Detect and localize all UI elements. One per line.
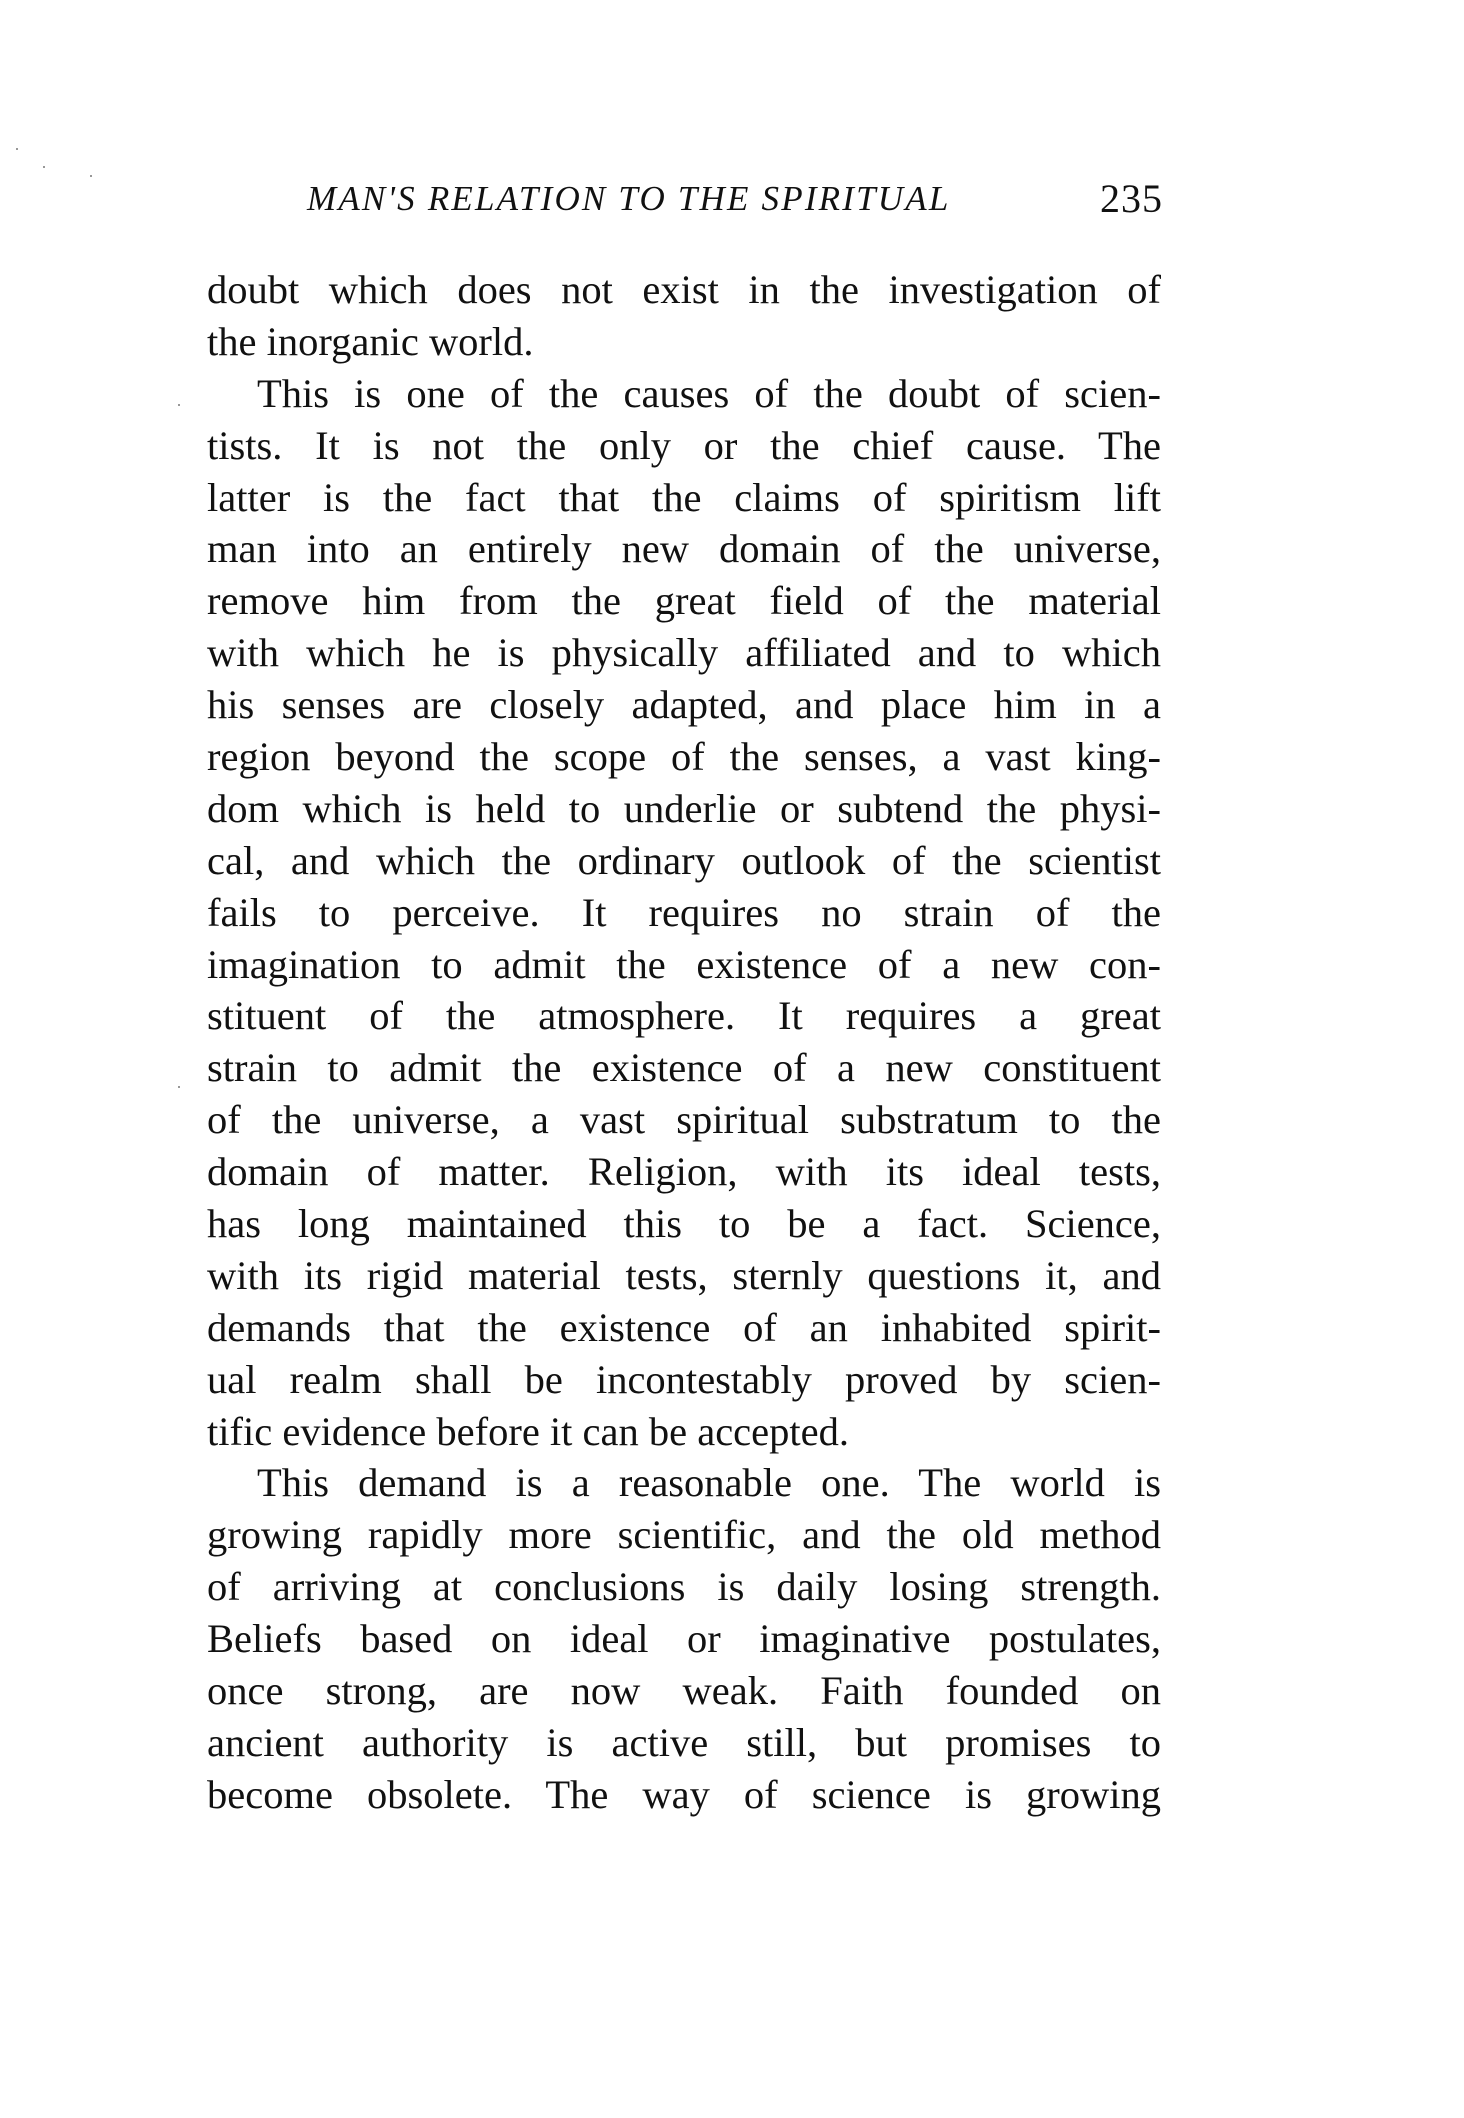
text-line: Beliefs based on ideal or imaginative postulates, [207,1616,1161,1662]
text-line: tists. It is not the only or the chief cause. The [207,422,1161,468]
text-line: his senses are closely adapted, and place him in a [207,682,1161,728]
text-line: growing rapidly more scientific, and the old method [207,1512,1161,1558]
text-line: ancient authority is active still, but promises to [207,1719,1161,1765]
text-line: remove him from the great field of the material [207,578,1161,624]
text-line: ual realm shall be incontestably proved by scien- [207,1356,1161,1402]
page-number: 235 [1100,176,1163,221]
text-line: become obsolete. The way of science is growing [207,1771,1161,1817]
body-text [207,264,1161,1821]
text-line: the inorganic world. [207,318,534,364]
text-line: domain of matter. Religion, with its ideal tests, [207,1149,1161,1195]
text-line: tific evidence before it can be accepted. [207,1408,849,1454]
text-line: demands that the existence of an inhabited spirit- [207,1304,1161,1350]
text-line: with its rigid material tests, sternly questions it, and [207,1252,1161,1298]
text-line: dom which is held to underlie or subtend the physi- [207,785,1161,831]
text-line: of arriving at conclusions is daily losing strength. [207,1564,1161,1610]
text-line: man into an entirely new domain of the universe, [207,526,1161,572]
text-line: of the universe, a vast spiritual substratum to the [207,1097,1161,1143]
text-line: This demand is a reasonable one. The world is [257,1460,1161,1506]
text-line: cal, and which the ordinary outlook of the scientist [207,837,1161,883]
scan-speck [178,404,180,406]
scan-speck [43,166,45,168]
text-line: latter is the fact that the claims of spiritism lift [207,474,1161,520]
scan-speck [178,1086,180,1088]
text-line: once strong, are now weak. Faith founded on [207,1668,1161,1714]
text-line: imagination to admit the existence of a new con- [207,941,1161,987]
text-line: This is one of the causes of the doubt of scien- [257,370,1161,416]
running-title: MAN'S RELATION TO THE SPIRITUAL [307,179,951,218]
text-line: has long maintained this to be a fact. Science, [207,1201,1161,1247]
running-head [307,176,1163,222]
text-line: doubt which does not exist in the investigation of [207,267,1161,312]
text-line: strain to admit the existence of a new constituent [207,1045,1161,1091]
text-line: region beyond the scope of the senses, a vast king- [207,734,1161,780]
text-line: stituent of the atmosphere. It requires a great [207,993,1161,1039]
scan-speck [90,175,92,177]
scan-speck [16,148,18,150]
text-line: with which he is physically affiliated and to which [207,630,1161,676]
text-line: fails to perceive. It requires no strain of the [207,889,1161,935]
